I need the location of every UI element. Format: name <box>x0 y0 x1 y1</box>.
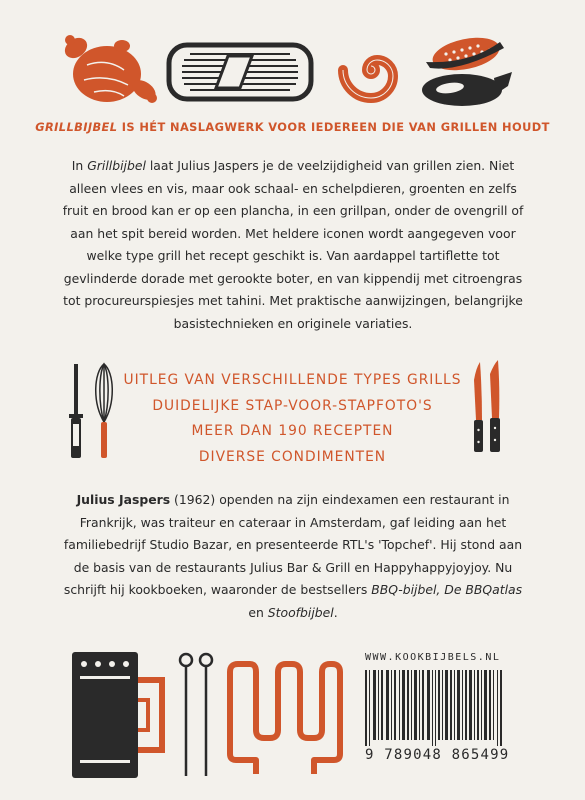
isbn-number: 9 789048 865499 <box>365 747 510 763</box>
bio-end: . <box>333 604 338 620</box>
feature-item: UITLEG VAN VERSCHILLENDE TYPES GRILLS <box>123 372 462 388</box>
barcode-icon <box>365 670 505 746</box>
author-name: Julius Jaspers <box>76 492 171 507</box>
author-bio <box>60 489 526 624</box>
chicken-icon <box>62 30 162 112</box>
bio-text: (1962) openden na zijn eindexamen een restaurant in Frankrijk, was traiteur en cateraar in Amsterdam, gaf leiding aan het familiebedrijf Studio Bazar, en presenteerde RTL's 'Topchef'. Hij stond aan de basis van de restaurants Julius Bar & Grill en Happyhappyjoyjoy. Nu schrijft hij kookboeken, waaronder de bestsellers <box>63 492 523 597</box>
intro-paragraph <box>62 155 524 335</box>
heating-element-icon <box>226 660 344 778</box>
intro-pre: In <box>71 158 88 173</box>
website-url[interactable]: WWW.KOOKBIJBELS.NL <box>365 652 501 663</box>
knife-icon <box>466 360 506 460</box>
intro-text: laat Julius Jaspers je de veelzijdigheid van grillen zien. Niet alleen vlees en vis, maar ook schaal- en schelpdieren, groenten en zelfs fruit en brood kan er op een plancha, in een grillpan, onder de ovengrill of aan het spit bereid worden. Met heldere iconen wordt aangegeven voor welke type grill het recept geschikt is. Van aardappel tartiflette tot gevlinderde dorade met gerookte boter, en van kippendij met citroengras tot procureurspiesjes met tahini. Met praktische aanwijzingen, belangrijke basistechnieken en originele variaties. <box>62 158 524 331</box>
sausage-icon <box>336 35 406 105</box>
skewer-icon <box>178 650 218 780</box>
bio-and: en <box>248 604 268 620</box>
bio-book-1: BBQ-bijbel, <box>371 582 441 597</box>
feature-item: DIVERSE CONDIMENTEN <box>198 448 387 465</box>
feature-item: MEER DAN 190 RECEPTEN <box>191 423 394 439</box>
eggplant-icon <box>420 66 516 108</box>
bio-book-2: De BBQatlas <box>444 582 523 597</box>
feature-item: DUIDELIJKE STAP-VOOR-STAPFOTO'S <box>152 397 433 414</box>
tagline-book-title: GRILLBIJBEL <box>35 120 118 134</box>
intro-book-title: Grillbijbel <box>87 158 146 173</box>
bio-book-3: Stoofbijbel <box>267 604 334 620</box>
grill-pan-icon <box>166 42 314 102</box>
chimney-starter-icon <box>70 650 170 780</box>
tagline <box>0 120 585 134</box>
tagline-text: IS HÉT NASLAGWERK VOOR IEDEREEN DIE VAN GRILLEN HOUDT <box>117 120 550 134</box>
